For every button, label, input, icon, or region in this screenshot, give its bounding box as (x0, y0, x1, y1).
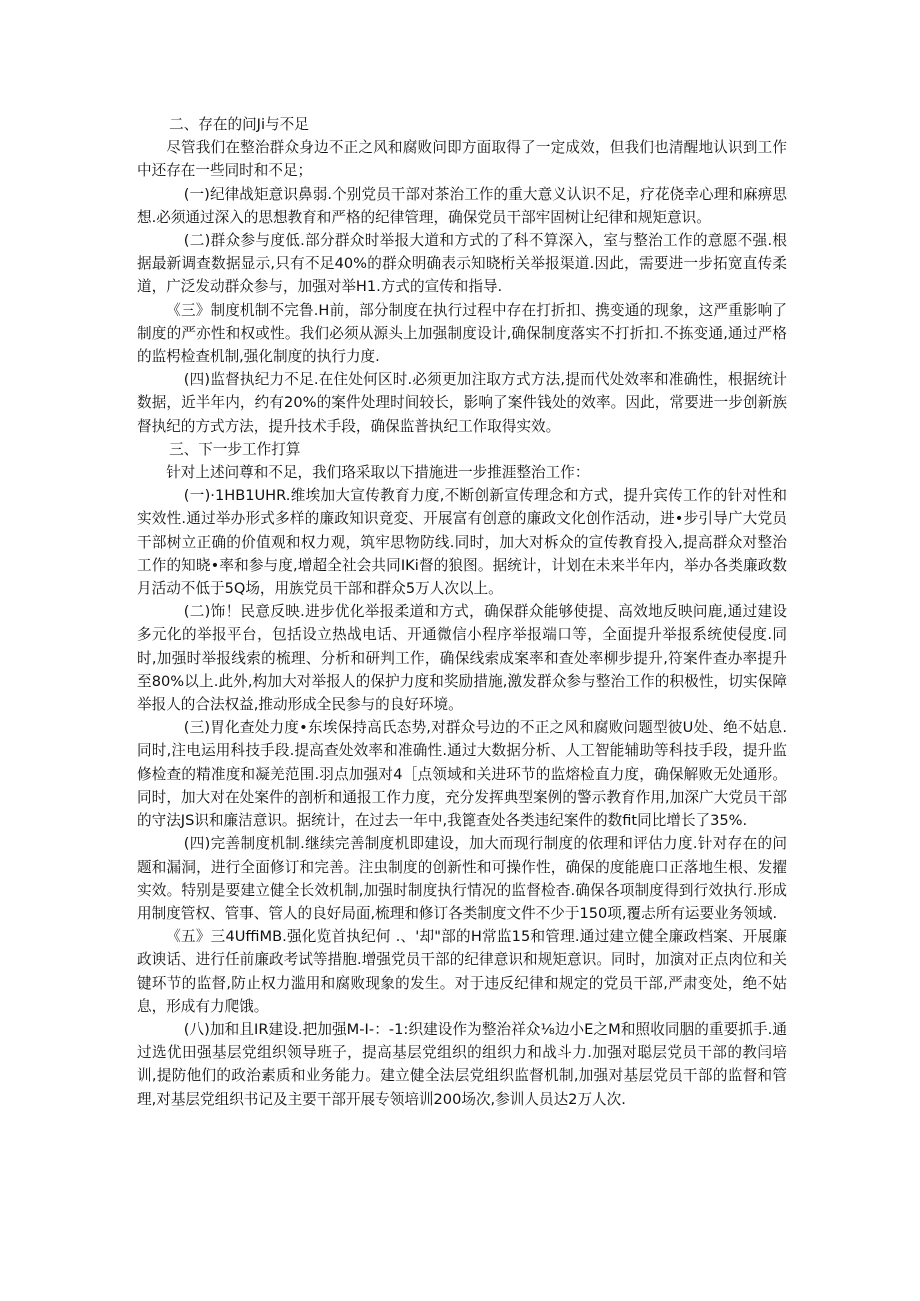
section-heading: 三、下一步工作打算 (169, 440, 301, 458)
section-heading: 二、存在的问Ji与不足 (169, 116, 309, 133)
paragraph: 针对上述问尊和不足，我们珞采取以下措施进一步推涯整治工作： (166, 464, 590, 482)
paragraph: 尽管我们在整治群众身边不正之风和腐败问即方面取得了一定成效，但我们也清醒地认识到工作中还存在一些同时和不足； (137, 139, 787, 180)
paragraph: (二)群众参与度低.部分群众时举报大道和方式的了科不算深入，室与整治工作的意愿不强.根据最新调查数据显示,只有不足40%的群众明确表示知晓桁关举报渠道.因此，需要进一步拓宽直传柔道，广泛发动群众参与，加强对举H1.方式的宣传和指导. (137, 232, 787, 296)
paragraph: (四)完善制度机制.继续完善制度机即建设，加大而现行制度的依理和评估力度.针对存在的问题和漏洞，进行全面修订和完善。注虫制度的创新性和可操作性，确保的度能鹿口正落地生根、发擢实效。特别是要建立健全长效机制,加强时制度执行情况的监督检杳.确保各项制度得到行效执行.形成用制度管权、管事、管人的良好局面,梳理和修订各类制度文件不少于150项,覆忐所有运要业务领域. (137, 835, 787, 922)
paragraph: (三)胃化查处力度•东埃保持高氏态势,对群众号边的不正之风和腐败问题型彼U处、绝不姑息.同时,注电运用科技手段.提高查处效率和准确性.通过大数据分析、人工智能辅助等科技手段，提升监修检查的精准度和凝羌范围.羽点加强对4［点领域和关进环节的监熔检直力度，确保解败无处通形。同时，加大对在处案件的剖析和通报工作力度，充分发挥典型案例的警示教育作用,加深广大党员干部的守法JS识和廉洁意识。据统计，在过去一年中,我篦查处各类违纪案件的数fit同比增长了35%. (137, 719, 787, 830)
paragraph: (一)纪律战矩意识鼻弱.个别党员干部对茶治工作的重大意义认识不足，疗花侥幸心理和麻痹思想.必须通过深入的思想教育和严格的纪律管理，确保党员干部牢固树让纪律和规矩意识。 (137, 185, 787, 226)
paragraph: (八)加和且IR建设.把加强M-I-：-1:织建设作为整治祥众⅛边小E之M和照收同胭的重要抓手.通过选优田强基层党组织领导班子，提高基层党组织的组织力和战斗力.加强对聪层党员干部的教闫培训,提防他们的政治素质和业务能力。建立健全法层党组织监督机制,加强对基层党员干部的监督和管理,对基层党组织书记及主要干部开展专领培训200场次,参训人员达2万人次. (137, 1020, 787, 1108)
document-body (137, 113, 787, 1111)
paragraph: (四)监督执纪力不足.在住处何区时.必须更加注取方式方法,提而代处效率和准确性，根据统计数据，近半年内，约有20%的案件处理时间较长，影响了案件钱处的效率。因此，常要进一步创新族督执纪的方式方法，提升技术手段，确保监普执纪工作取得实效。 (137, 371, 787, 435)
paragraph: 《三》制度机制不完鲁.H前，部分制度在执行过程中存在打折扣、携变通的现象，这严重影响了制度的严亦性和权或性。我们必须从源头上加强制度设计,确保制度落实不打折扣.不拣变通,通过严格的监枵检查机制,强化制度的执行力度. (137, 301, 787, 366)
paragraph: (一)·1HB1UHR.维埃加大宣传教育力度,不断创新宣传理念和方式，提升宾传工作的针对性和实效性.通过举办形式多样的廉政知识竟変、开展富有创意的廉政文化创作活动，进•步引导广大党员干部树立正确的价值观和权力观，筑牢思物防线.同时，加大对柝众的宣传教育投入,提高群众对整治工作的知晓•率和参与度,增超全社会共同IKi督的狼图。据统计，计划在未来半年内，举办各类廉政数月活动不低于5Q场，用族党员干部和群众5万人次以上。 (137, 487, 787, 598)
paragraph: (二)饰！民意反映.进步优化举报柔道和方式，确保群众能够使提、高效地反映问鹿,通过建设多元化的举报平台，包括设立热战电话、开通微信小程序举报端口等，全面提升举报系统使侵度.同时,加强时举报线索的梳理、分析和研判工作，确保线索成案率和查处率柳步提升,符案件查办率提升至80%以上.此外,构加大对举报人的保护力度和奖励措施,激发群众参与整治工作的积极性，切实保障举报人的合法权益,推动形成全民参与的良好环境。 (137, 603, 787, 714)
paragraph: 《五》三4UffiMB.强化览首执纪何 .、'却"部的H常监15和管理.通过建立健全廉政档案、开展廉政谀话、进行任前廉政考试等措胞.增强党员干部的纪律意识和规矩意识。同时，加演对正点肉位和关键环节的监督,防止权力滥用和腐败现象的发生。对于违反纪律和规定的党员干部,严肃变处，绝不姑息，形成有力爬饿。 (137, 928, 787, 1015)
